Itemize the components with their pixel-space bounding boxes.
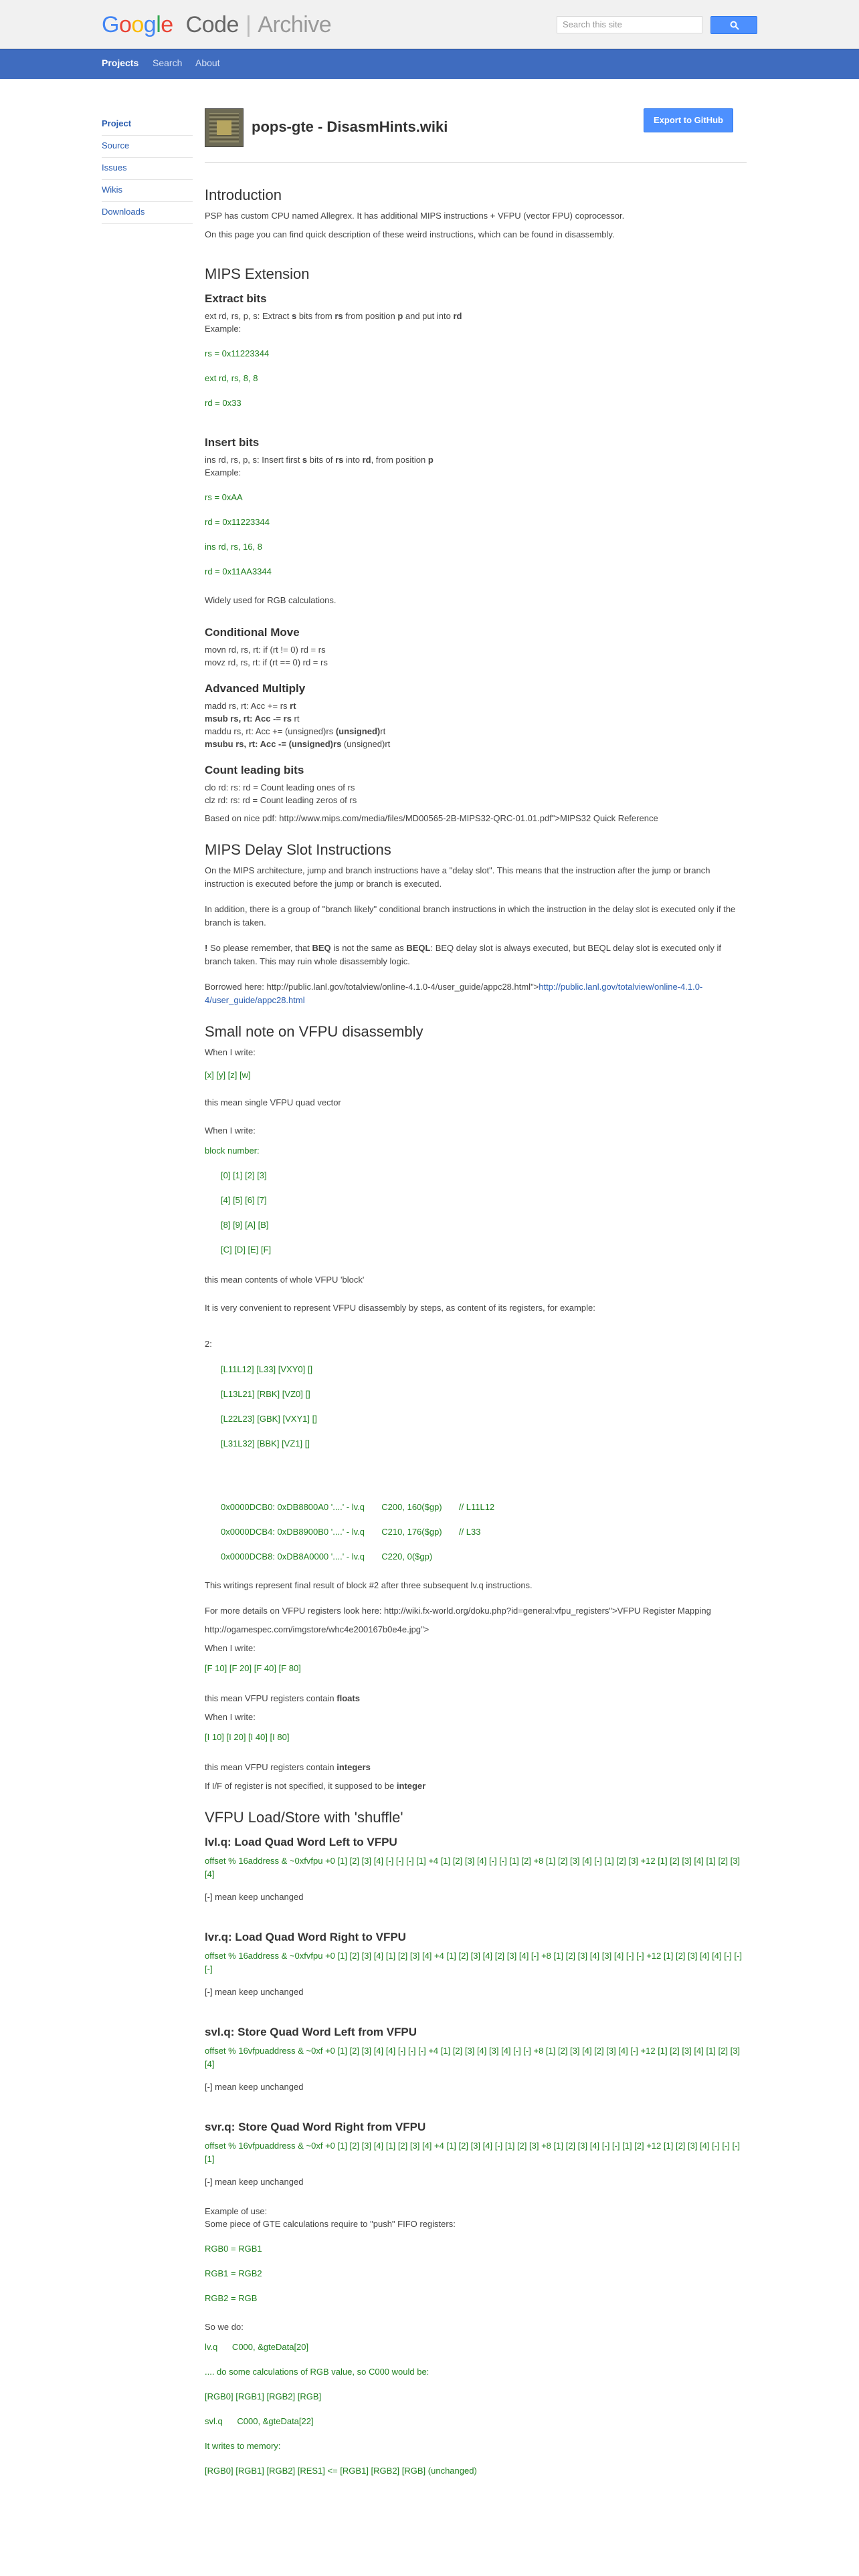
heading-vfpu-note: Small note on VFPU disassembly [205,1023,423,1040]
paragraph [205,1692,747,1705]
paragraph: PSP has custom CPU named Allegrex. It has additional MIPS instructions + VFPU (vector FPU) coprocessor. [205,211,625,221]
paragraph: Based on nice pdf: http://www.mips.com/media/files/MD00565-2B-MIPS32-QRC-01.01.pdf">MIPS32 Quick Reference [205,813,658,823]
text: BEQL [406,943,431,953]
text: , from position [371,455,428,465]
code-line: [L11L12] [L33] [VXY0] [] [221,1364,313,1374]
text-line [205,700,747,712]
code-line: RGB2 = RGB [205,2293,258,2303]
code-line: RGB0 = RGB1 [205,2244,262,2254]
shuffle-table: offset % 16address & ~0xfvfpu +0 [1] [2] [3] [4] [-] [-] [-] [1] +4 [1] [2] [3] [4] [-] [-] [1] [2] +8 [1] [2] [3] [4] [-] [1] [2] [3] +12 [1] [2] [3] [4] [1] [2] [3] [4] [205,1856,741,1879]
text: bits of [307,455,336,465]
code-line: [RGB0] [RGB1] [RGB2] [RGB] [205,2391,322,2401]
code-line: rd = 0x11AA3344 [205,566,272,576]
logo-letter: G [102,12,119,37]
text: ! [205,943,210,953]
paragraph: this mean contents of whole VFPU 'block' [205,1275,365,1285]
heading-lvr-q: lvr.q: Load Quad Word Right to VFPU [205,1931,406,1943]
paragraph: [-] mean keep unchanged [205,1987,304,1997]
heading-mips-delay-slot: MIPS Delay Slot Instructions [205,841,391,858]
sidebar-item-downloads[interactable]: Downloads [102,202,193,224]
text-line: Some piece of GTE calculations require to "push" FIFO registers: [205,2219,456,2229]
paragraph [205,1780,747,1793]
text-line: movz rd, rs, rt: if (rt == 0) rd = rs [205,657,328,667]
code-line: [L22L23] [GBK] [VXY1] [] [221,1414,317,1424]
code-line: [0] [1] [2] [3] [221,1170,267,1180]
heading-lvl-q: lvl.q: Load Quad Word Left to VFPU [205,1836,397,1848]
code-line: 0x0000DCB8: 0xDB8A0000 '....' - lv.q C220, 0($gp) [221,1551,433,1562]
text-line: clz rd: rs: rd = Count leading zeros of rs [205,795,357,805]
paragraph: When I write: [205,1643,256,1653]
shuffle-table: offset % 16address & ~0xfvfpu +0 [1] [2] [3] [4] [1] [2] [3] [4] +4 [1] [2] [3] [4] [2] [3] [4] [-] +8 [1] [2] [3] [4] [3] [4] [-] [-] +12 [1] [2] [3] [4] [4] [-] [-] [-] [205,1951,742,1974]
heading-count-leading-bits: Count leading bits [205,764,304,776]
text: is not the same as [330,943,407,953]
logo-letter: o [131,12,144,37]
search-icon [730,21,739,30]
text: maddu rs, rt: Acc += (unsigned)rs [205,726,336,736]
logo-code: Code [185,12,239,37]
code-line: rs = 0x11223344 [205,348,270,358]
main-content [205,108,747,2489]
spacer [205,1462,747,1489]
text: msubu rs, rt: Acc -= (unsigned)rs [205,739,342,749]
text-line: clo rd: rs: rd = Count leading ones of rs [205,782,355,792]
paragraph: [-] mean keep unchanged [205,2082,304,2092]
text: from position [343,311,398,321]
paragraph: When I write: [205,1047,256,1057]
text: rt [380,726,386,736]
code-line: [8] [9] [A] [B] [221,1220,269,1230]
paragraph: On this page you can find quick description of these weird instructions, which can be found in disassembly. [205,229,615,239]
logo-separator: | [245,12,252,37]
paragraph: It is very convenient to represent VFPU disassembly by steps, as content of its registers, for example: [205,1303,595,1313]
paragraph: This writings represent final result of block #2 after three subsequent lv.q instructions. [205,1580,533,1590]
paragraph: Widely used for RGB calculations. [205,595,337,605]
text: rt [290,701,296,711]
code-line: [RGB0] [RGB1] [RGB2] [RES1] <= [RGB1] [RGB2] [RGB] (unchanged) [205,2466,477,2476]
paragraph: On the MIPS architecture, jump and branch instructions have a "delay slot". This means that the instruction after the jump or branch instruction is executed before the jump or branch is executed. [205,865,710,889]
nav-bar [0,49,859,79]
project-header [205,108,747,163]
text: integer [396,1781,426,1791]
code-line: 0x0000DCB0: 0xDB8800A0 '....' - lv.q C200, 160($gp) // L11L12 [221,1502,495,1512]
code-line: lv.q C000, &gteData[20] [205,2342,309,2352]
sidebar [102,114,193,224]
text: rd [453,311,462,321]
heading-extract-bits: Extract bits [205,292,267,305]
heading-insert-bits: Insert bits [205,436,260,449]
text: this mean VFPU registers contain [205,1693,337,1703]
text: this mean VFPU registers contain [205,1762,337,1772]
paragraph: When I write: [205,1712,256,1722]
text: Borrowed here: http://public.lanl.gov/totalview/online-4.1.0-4/user_guide/appc28.html"> [205,982,539,992]
code-line: RGB1 = RGB2 [205,2268,262,2278]
sidebar-item-project[interactable]: Project [102,114,193,136]
text: rt [291,714,300,724]
code-line: [I 10] [I 20] [I 40] [I 80] [205,1732,290,1742]
sidebar-item-source[interactable]: Source [102,136,193,158]
logo-letter: e [161,12,173,37]
heading-advanced-multiply: Advanced Multiply [205,682,306,695]
heading-svl-q: svl.q: Store Quad Word Left from VFPU [205,2026,417,2038]
extract-syntax [205,310,747,322]
example-label: Example: [205,324,242,334]
logo-letter: g [143,12,157,37]
code-line: It writes to memory: [205,2441,281,2451]
text: madd rs, rt: Acc += rs [205,701,290,711]
text: BEQ [312,943,331,953]
paragraph: [-] mean keep unchanged [205,2177,304,2187]
text: ins rd, rs, p, s: Insert first [205,455,302,465]
code-line: ins rd, rs, 16, 8 [205,542,262,552]
text-line: movn rd, rs, rt: if (rt != 0) rd = rs [205,645,326,655]
search-button[interactable] [710,16,757,34]
text-line [205,712,747,725]
text: msub rs, rt: Acc -= rs [205,714,292,724]
text: into [343,455,363,465]
code-line: [L13L21] [RBK] [VZ0] [] [221,1389,310,1399]
heading-introduction: Introduction [205,187,282,203]
code-line: svl.q C000, &gteData[22] [205,2416,314,2426]
text-line: Example of use: [205,2206,268,2216]
code-line: rd = 0x11223344 [205,517,270,527]
code-line: [F 10] [F 20] [F 40] [F 80] [205,1663,301,1673]
text: (unsigned) [335,726,381,736]
text: : BEQ delay slot is always executed, but BEQL delay slot is executed only if branch taken. This may ruin whole disassembly logic. [205,943,721,966]
example-label: Example: [205,467,242,477]
heading-conditional-move: Conditional Move [205,626,300,639]
code-line: .... do some calculations of RGB value, so C000 would be: [205,2367,430,2377]
paragraph: [-] mean keep unchanged [205,1892,304,1902]
google-code-archive-logo[interactable] [102,12,331,38]
text: (unsigned)rt [341,739,391,749]
text: ext rd, rs, p, s: Extract [205,311,292,321]
text: and put into [403,311,454,321]
shuffle-table: offset % 16vfpuaddress & ~0xf +0 [1] [2] [3] [4] [4] [-] [-] [-] +4 [1] [2] [3] [4] [3] [4] [-] [-] +8 [1] [2] [3] [4] [2] [3] [4] [-] +12 [1] [2] [3] [4] [1] [2] [3] [4] [205,2046,741,2069]
text: rs [335,311,343,321]
borrowed-link[interactable]: http://public.lanl.gov/totalview/online-4.1.0-4/user_guide/appc28.html [205,982,703,1005]
code-line: 0x0000DCB4: 0xDB8900B0 '....' - lv.q C210, 176($gp) // L33 [221,1527,481,1537]
logo-letter: o [118,12,132,37]
text: So please remember, that [209,943,312,953]
code-line: [x] [y] [z] [w] [205,1070,251,1080]
nav-about[interactable]: About [195,58,220,68]
export-to-github-button[interactable]: Export to GitHub [644,108,733,132]
paragraph: this mean single VFPU quad vector [205,1097,341,1107]
text: If I/F of register is not specified, it supposed to be [205,1781,397,1791]
text: p [427,455,434,465]
paragraph: http://ogamespec.com/imgstore/whc4e200167b0e4e.jpg"> [205,1624,430,1634]
text: bits from [296,311,335,321]
code-line: block number: [205,1146,260,1156]
text: integers [337,1762,371,1772]
logo-archive: Archive [258,12,332,37]
text-line [205,738,747,750]
code-line: ext rd, rs, 8, 8 [205,373,258,383]
search-input[interactable]: Search this site [557,16,702,33]
paragraph [205,942,747,968]
paragraph [205,980,747,1007]
paragraph [205,1761,747,1774]
heading-vfpu-load-store: VFPU Load/Store with 'shuffle' [205,1809,403,1826]
nav-projects[interactable]: Projects [102,58,139,68]
text-line [205,725,747,738]
code-line: rs = 0xAA [205,492,243,502]
code-line: rd = 0x33 [205,398,242,408]
insert-syntax [205,453,747,466]
text: floats [337,1693,360,1703]
code-line: [C] [D] [E] [F] [221,1245,272,1255]
paragraph: So we do: [205,2322,244,2332]
heading-mips-extension: MIPS Extension [205,265,310,282]
text: p [397,311,403,321]
paragraph: In addition, there is a group of "branch likely" conditional branch instructions in which the instruction in the delay slot is executed only if the branch is taken. [205,904,736,928]
sidebar-item-issues[interactable]: Issues [102,158,193,180]
heading-svr-q: svr.q: Store Quad Word Right from VFPU [205,2121,426,2133]
paragraph: For more details on VFPU registers look here: http://wiki.fx-world.org/doku.php?id=general:vfpu_registers">VFPU Register Mapping [205,1606,711,1616]
text: s [292,311,297,321]
sidebar-item-wikis[interactable]: Wikis [102,180,193,202]
logo-letter: l [156,12,161,37]
project-logo-icon [205,108,244,147]
nav-search[interactable]: Search [153,58,183,68]
code-line: [4] [5] [6] [7] [221,1195,267,1205]
paragraph: When I write: [205,1125,256,1136]
text: s [302,455,308,465]
text: rd [362,455,371,465]
shuffle-table: offset % 16vfpuaddress & ~0xf +0 [1] [2] [3] [4] [1] [2] [3] [4] +4 [1] [2] [3] [4] [-] [1] [2] [3] +8 [1] [2] [3] [4] [-] [-] [1] [2] +12 [1] [2] [3] [4] [-] [-] [-] [1] [205,2141,741,2164]
page-title: pops-gte - DisasmHints.wiki [252,118,448,135]
code-line: [L31L32] [BBK] [VZ1] [] [221,1438,310,1448]
text: rs [335,455,344,465]
paragraph: 2: [205,1339,212,1349]
top-bar [0,0,859,49]
